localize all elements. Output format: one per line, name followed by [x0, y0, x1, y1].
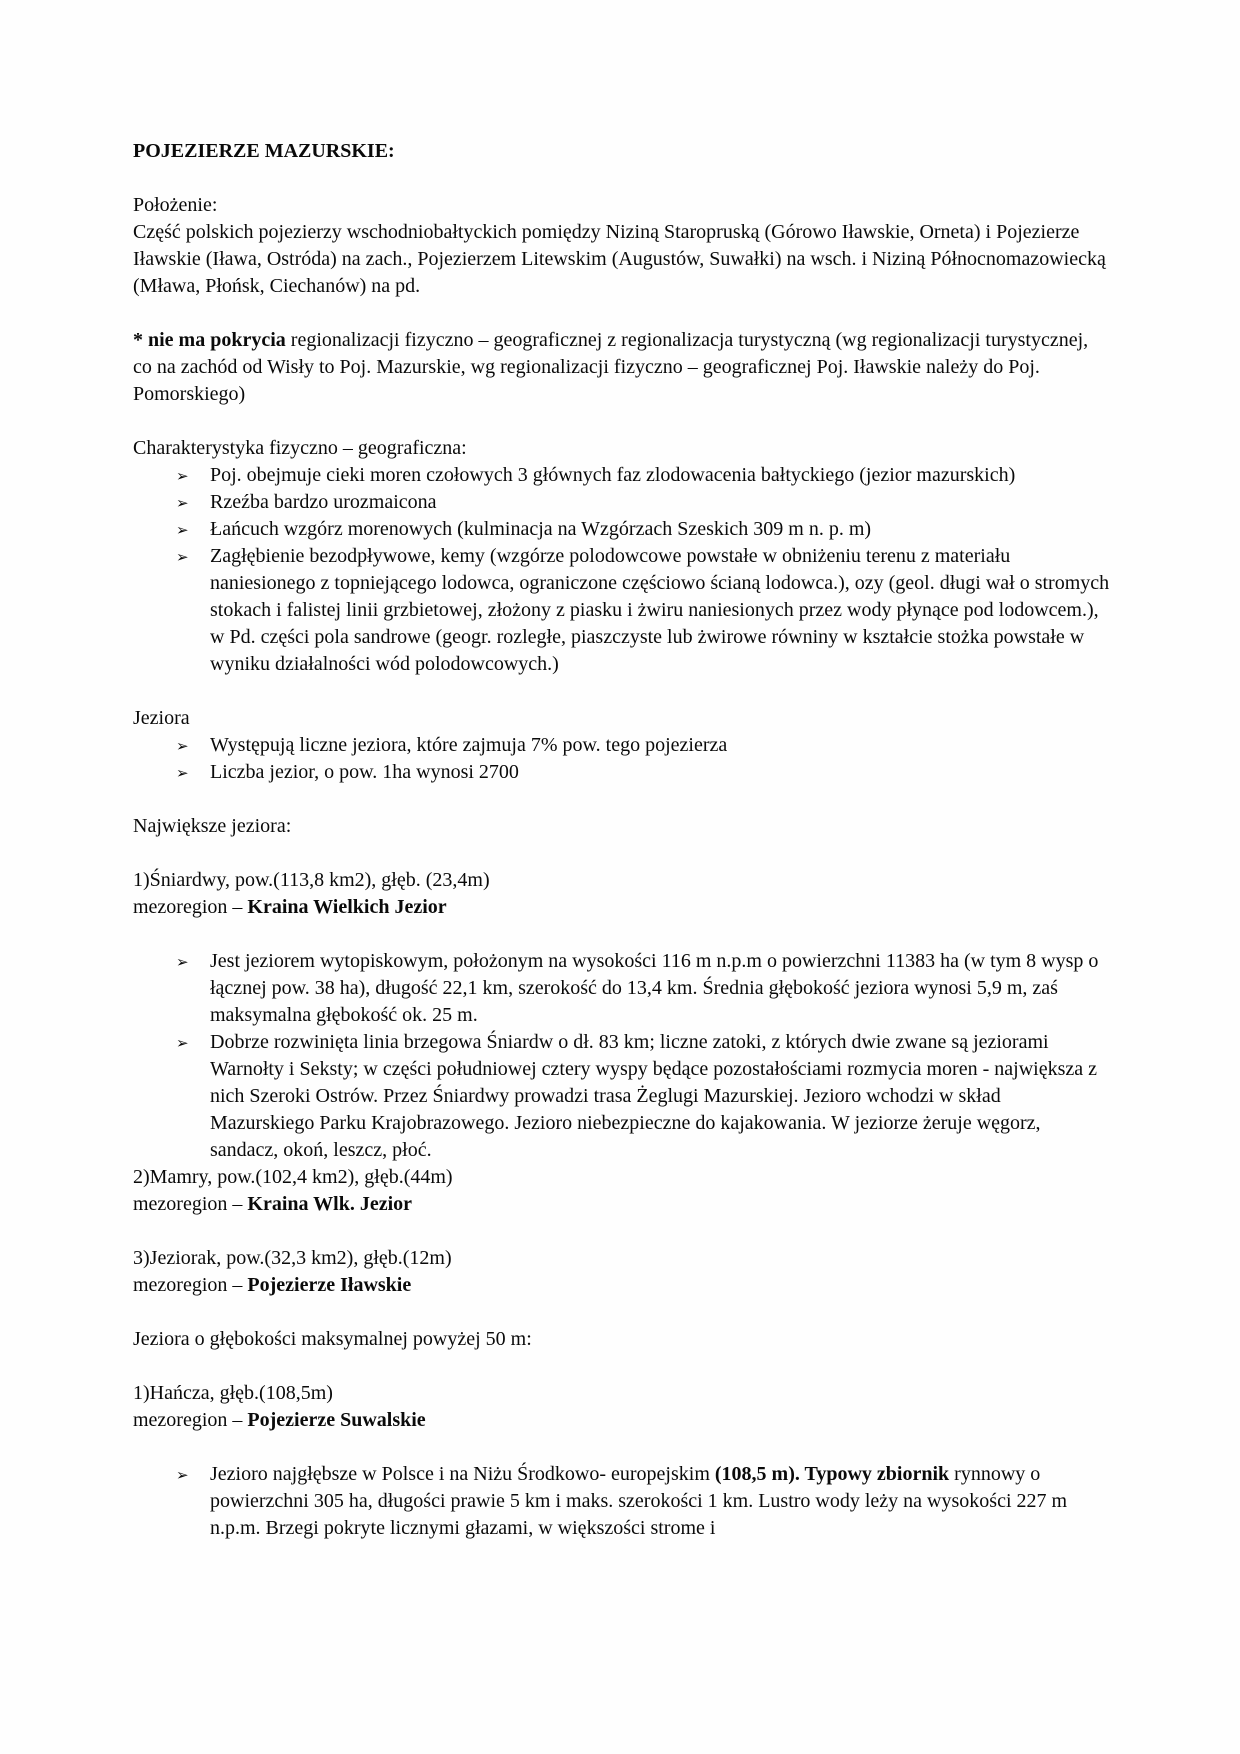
location-paragraph: Część polskich pojezierzy wschodniobałtyckich pomiędzy Niziną Staropruską (Górowo Iławskie, Orneta) i Pojezierze Iławskie (Iława, Ostróda) na zach., Pojezierzem Litewskim (Augustów, Suwałki) na wsch. i Niziną Północnomazowiecką (Mława, Płońsk, Ciechanów) na pd.: [133, 221, 1106, 297]
spacer: [133, 1299, 1110, 1326]
document-title: POJEZIERZE MAZURSKIE:: [133, 140, 395, 162]
spacer: [133, 1434, 1110, 1461]
spacer: [133, 408, 1110, 435]
lake-title-hancza: 1)Hańcza, głęb.(108,5m): [133, 1382, 333, 1404]
mezoregion-value: Kraina Wielkich Jezior: [247, 896, 447, 918]
bullet-text: Liczba jezior, o pow. 1ha wynosi 2700: [210, 761, 519, 783]
lake-mezoregion-mamry: [133, 1191, 1110, 1218]
hancza-details-list: [133, 1461, 1110, 1542]
mezoregion-label: mezoregion –: [133, 1409, 248, 1431]
bullet-text: Poj. obejmuje cieki moren czołowych 3 głównych faz zlodowacenia bałtyckiego (jezior mazurskich): [210, 464, 1016, 486]
note-lead: * nie ma pokrycia: [133, 329, 286, 351]
bullet-text: Występują liczne jeziora, które zajmuja 7% pow. tego pojezierza: [210, 734, 728, 756]
lake-mezoregion-jeziorak: [133, 1272, 1110, 1299]
bullet-item: [133, 948, 1110, 1029]
bullet-item: [133, 516, 1110, 543]
mezoregion-value: Kraina Wlk. Jezior: [247, 1193, 413, 1215]
bullet-arrow-icon: ➢: [176, 494, 189, 512]
mezoregion-label: mezoregion –: [133, 1193, 248, 1215]
spacer: [133, 300, 1110, 327]
bullet-text: Zagłębienie bezodpływowe, kemy (wzgórze polodowcowe powstałe w obniżeniu terenu z materiału naniesionego z topniejącego lodowca, ograniczone częściowo ścianą lodowca.), ozy (geol. długi wał o stromych stokach i falistej linii grzbietowej, złożony z piasku i żwiru naniesionych przez wody płynące pod lodowcem.), w Pd. części pola sandrowe (geogr. rozległe, piaszczyste lub żwirowe równiny w kształcie stożka powstałe w wyniku działalności wód polodowcowych.): [210, 545, 1110, 675]
mezoregion-label: mezoregion –: [133, 896, 248, 918]
lakes-list: [133, 732, 1110, 786]
spacer: [133, 165, 1110, 192]
bullet-text: [210, 1463, 1067, 1539]
bullet-item: [133, 759, 1110, 786]
bullet-text: Łańcuch wzgórz morenowych (kulminacja na Wzgórzach Szeskich 309 m n. p. m): [210, 518, 872, 540]
bullet-arrow-icon: ➢: [176, 1034, 189, 1052]
spacer: [133, 1353, 1110, 1380]
bullet-item: [133, 489, 1110, 516]
bullet-text: Rzeźba bardzo urozmaicona: [210, 491, 437, 513]
spacer: [133, 840, 1110, 867]
spacer: [133, 786, 1110, 813]
bullet-item: [133, 462, 1110, 489]
location-heading: Położenie:: [133, 194, 218, 216]
lake-mezoregion-hancza: [133, 1407, 1110, 1434]
bullet-text: Jest jeziorem wytopiskowym, położonym na wysokości 116 m n.p.m o powierzchni 11383 ha (w tym 8 wysp o łącznej pow. 38 ha), długość 22,1 km, szerokość do 13,4 km. Średnia głębokość jeziora wynosi 5,9 m, zaś maksymalna głębokość ok. 25 m.: [210, 950, 1099, 1026]
note-paragraph: [133, 327, 1110, 408]
characteristics-list: [133, 462, 1110, 678]
note-rest: regionalizacji fizyczno – geograficznej z regionalizacja turystyczną (wg regionalizacji turystycznej, co na zachód od Wisły to Poj. Mazurskie, wg regionalizacji fizyczno – geograficznej Poj. Iławskie należy do Poj. Pomorskiego): [133, 329, 1089, 405]
bullet-text: Dobrze rozwinięta linia brzegowa Śniardw o dł. 83 km; liczne zatoki, z których dwie zwane są jeziorami Warnołty i Seksty; w części południowej cztery wyspy będące pozostałościami rozmycia moren - największa z nich Szeroki Ostrów. Przez Śniardwy prowadzi trasa Żeglugi Mazurskiej. Jezioro wchodzi w skład Mazurskiego Parku Krajobrazowego. Jezioro niebezpieczne do kajakowania. W jeziorze żeruje węgorz, sandacz, okoń, leszcz, płoć.: [210, 1031, 1097, 1161]
lake-title-mamry: 2)Mamry, pow.(102,4 km2), głęb.(44m): [133, 1166, 453, 1188]
bullet-arrow-icon: ➢: [176, 953, 189, 971]
lake-title-jeziorak: 3)Jeziorak, pow.(32,3 km2), głęb.(12m): [133, 1247, 452, 1269]
mezoregion-value: Pojezierze Iławskie: [247, 1274, 412, 1296]
bullet-item: [133, 732, 1110, 759]
characteristics-heading: Charakterystyka fizyczno – geograficzna:: [133, 437, 467, 459]
bullet-arrow-icon: ➢: [176, 548, 189, 566]
bullet-arrow-icon: ➢: [176, 764, 189, 782]
sniardwy-details-list: [133, 948, 1110, 1164]
hancza-text-bold: (108,5 m). Typowy zbiornik: [714, 1463, 950, 1485]
spacer: [133, 678, 1110, 705]
bullet-arrow-icon: ➢: [176, 467, 189, 485]
lake-mezoregion-sniardwy: [133, 894, 1110, 921]
mezoregion-label: mezoregion –: [133, 1274, 248, 1296]
bullet-arrow-icon: ➢: [176, 521, 189, 539]
hancza-text-part1: Jezioro najgłębsze w Polsce i na Niżu Środkowo- europejskim: [210, 1463, 715, 1485]
largest-lakes-heading: Największe jeziora:: [133, 815, 292, 837]
bullet-arrow-icon: ➢: [176, 1466, 189, 1484]
lake-title-sniardwy: 1)Śniardwy, pow.(113,8 km2), głęb. (23,4m): [133, 869, 490, 891]
lakes-heading: Jeziora: [133, 707, 190, 729]
bullet-item: [133, 1029, 1110, 1164]
deep-lakes-heading: Jeziora o głębokości maksymalnej powyżej 50 m:: [133, 1328, 532, 1350]
bullet-item: [133, 1461, 1110, 1542]
bullet-arrow-icon: ➢: [176, 737, 189, 755]
hancza-text-part2: rynnowy o powierzchni 305 ha, długości prawie 5 km i maks. szerokości 1 km. Lustro wody leży na wysokości 227 m n.p.m. Brzegi pokryte licznymi głazami, w większości strome i: [210, 1463, 1068, 1539]
spacer: [133, 921, 1110, 948]
spacer: [133, 1218, 1110, 1245]
bullet-item: [133, 543, 1110, 678]
mezoregion-value: Pojezierze Suwalskie: [247, 1409, 426, 1431]
